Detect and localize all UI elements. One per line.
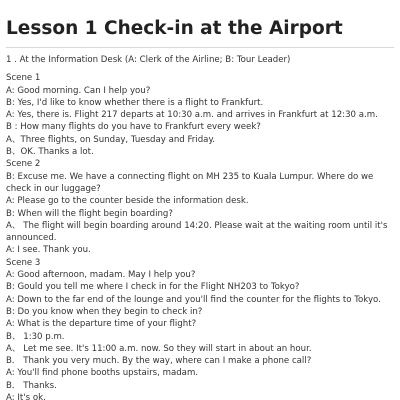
page-title: Lesson 1 Check-in at the Airport: [6, 18, 343, 39]
dialogue-line: A: I see. Thank you.: [6, 245, 91, 256]
dialogue-line: B、OK. Thanks a lot.: [6, 147, 94, 158]
dialogue-line: A: What is the departure time of your flight?: [6, 319, 197, 330]
dialogue-line: B: Do you know when they begin to check in?: [6, 306, 203, 317]
dialogue-line: A: You'll find phone booths upstairs, madam.: [6, 368, 199, 379]
dialogue-line: A、Three flights, on Sunday, Tuesday and Friday.: [6, 134, 216, 145]
lesson-content: [6, 54, 394, 400]
dialogue-line: B : How many flights do you have to Frankfurt every week?: [6, 122, 261, 133]
dialogue-line: A: Please go to the counter beside the information desk.: [6, 196, 249, 207]
dialogue-line: A: Yes, there is. Flight 217 departs at 10:30 a.m. and arrives in Frankfurt at 12:30 a.m.: [6, 110, 378, 121]
dialogue-line: B: Excuse me. We have a connecting flight on MH 235 to Kuala Lumpur. Where do we check in our luggage?: [6, 171, 374, 194]
dialogue-line: B、 1:30 p.m.: [6, 331, 65, 342]
dialogue-line: B． Thank you very much. By the way, where can I make a phone call?: [6, 356, 312, 367]
dialogue-line: A、 The flight will begin boarding around 14:20. Please wait at the waiting room until it's announced.: [6, 220, 388, 244]
dialogue-line: A: Good afternoon, madam. May I help you?: [6, 270, 196, 281]
title-divider: [6, 47, 394, 48]
dialogue-line: A: It's ok.: [6, 393, 46, 400]
dialogue-line: A: Good morning. Can I help you?: [6, 85, 151, 96]
dialogue-line: A: Down to the far end of the lounge and you'll find the counter for the flights to Tokyo.: [6, 294, 381, 305]
dialogue-line: B． Thanks.: [6, 380, 57, 391]
section-heading: 1 . At the Information Desk (A: Clerk of the Airline; B: Tour Leader): [6, 55, 291, 65]
scene-heading: Scene 3: [6, 257, 41, 268]
dialogue-line: B: Gould you tell me where I check in for the Flight NH203 to Tokyo?: [6, 282, 300, 293]
scene-heading: Scene 1: [6, 73, 41, 84]
dialogue-line: A、 Let me see. It's 11:00 a.m. now. So they will start in about an hour.: [6, 343, 312, 354]
scene-heading: Scene 2: [6, 159, 41, 170]
dialogue-line: B: Yes, I'd like to know whether there is a flight to Frankfurt.: [6, 97, 264, 108]
dialogue-line: B: When will the flight begin boarding?: [6, 208, 173, 219]
